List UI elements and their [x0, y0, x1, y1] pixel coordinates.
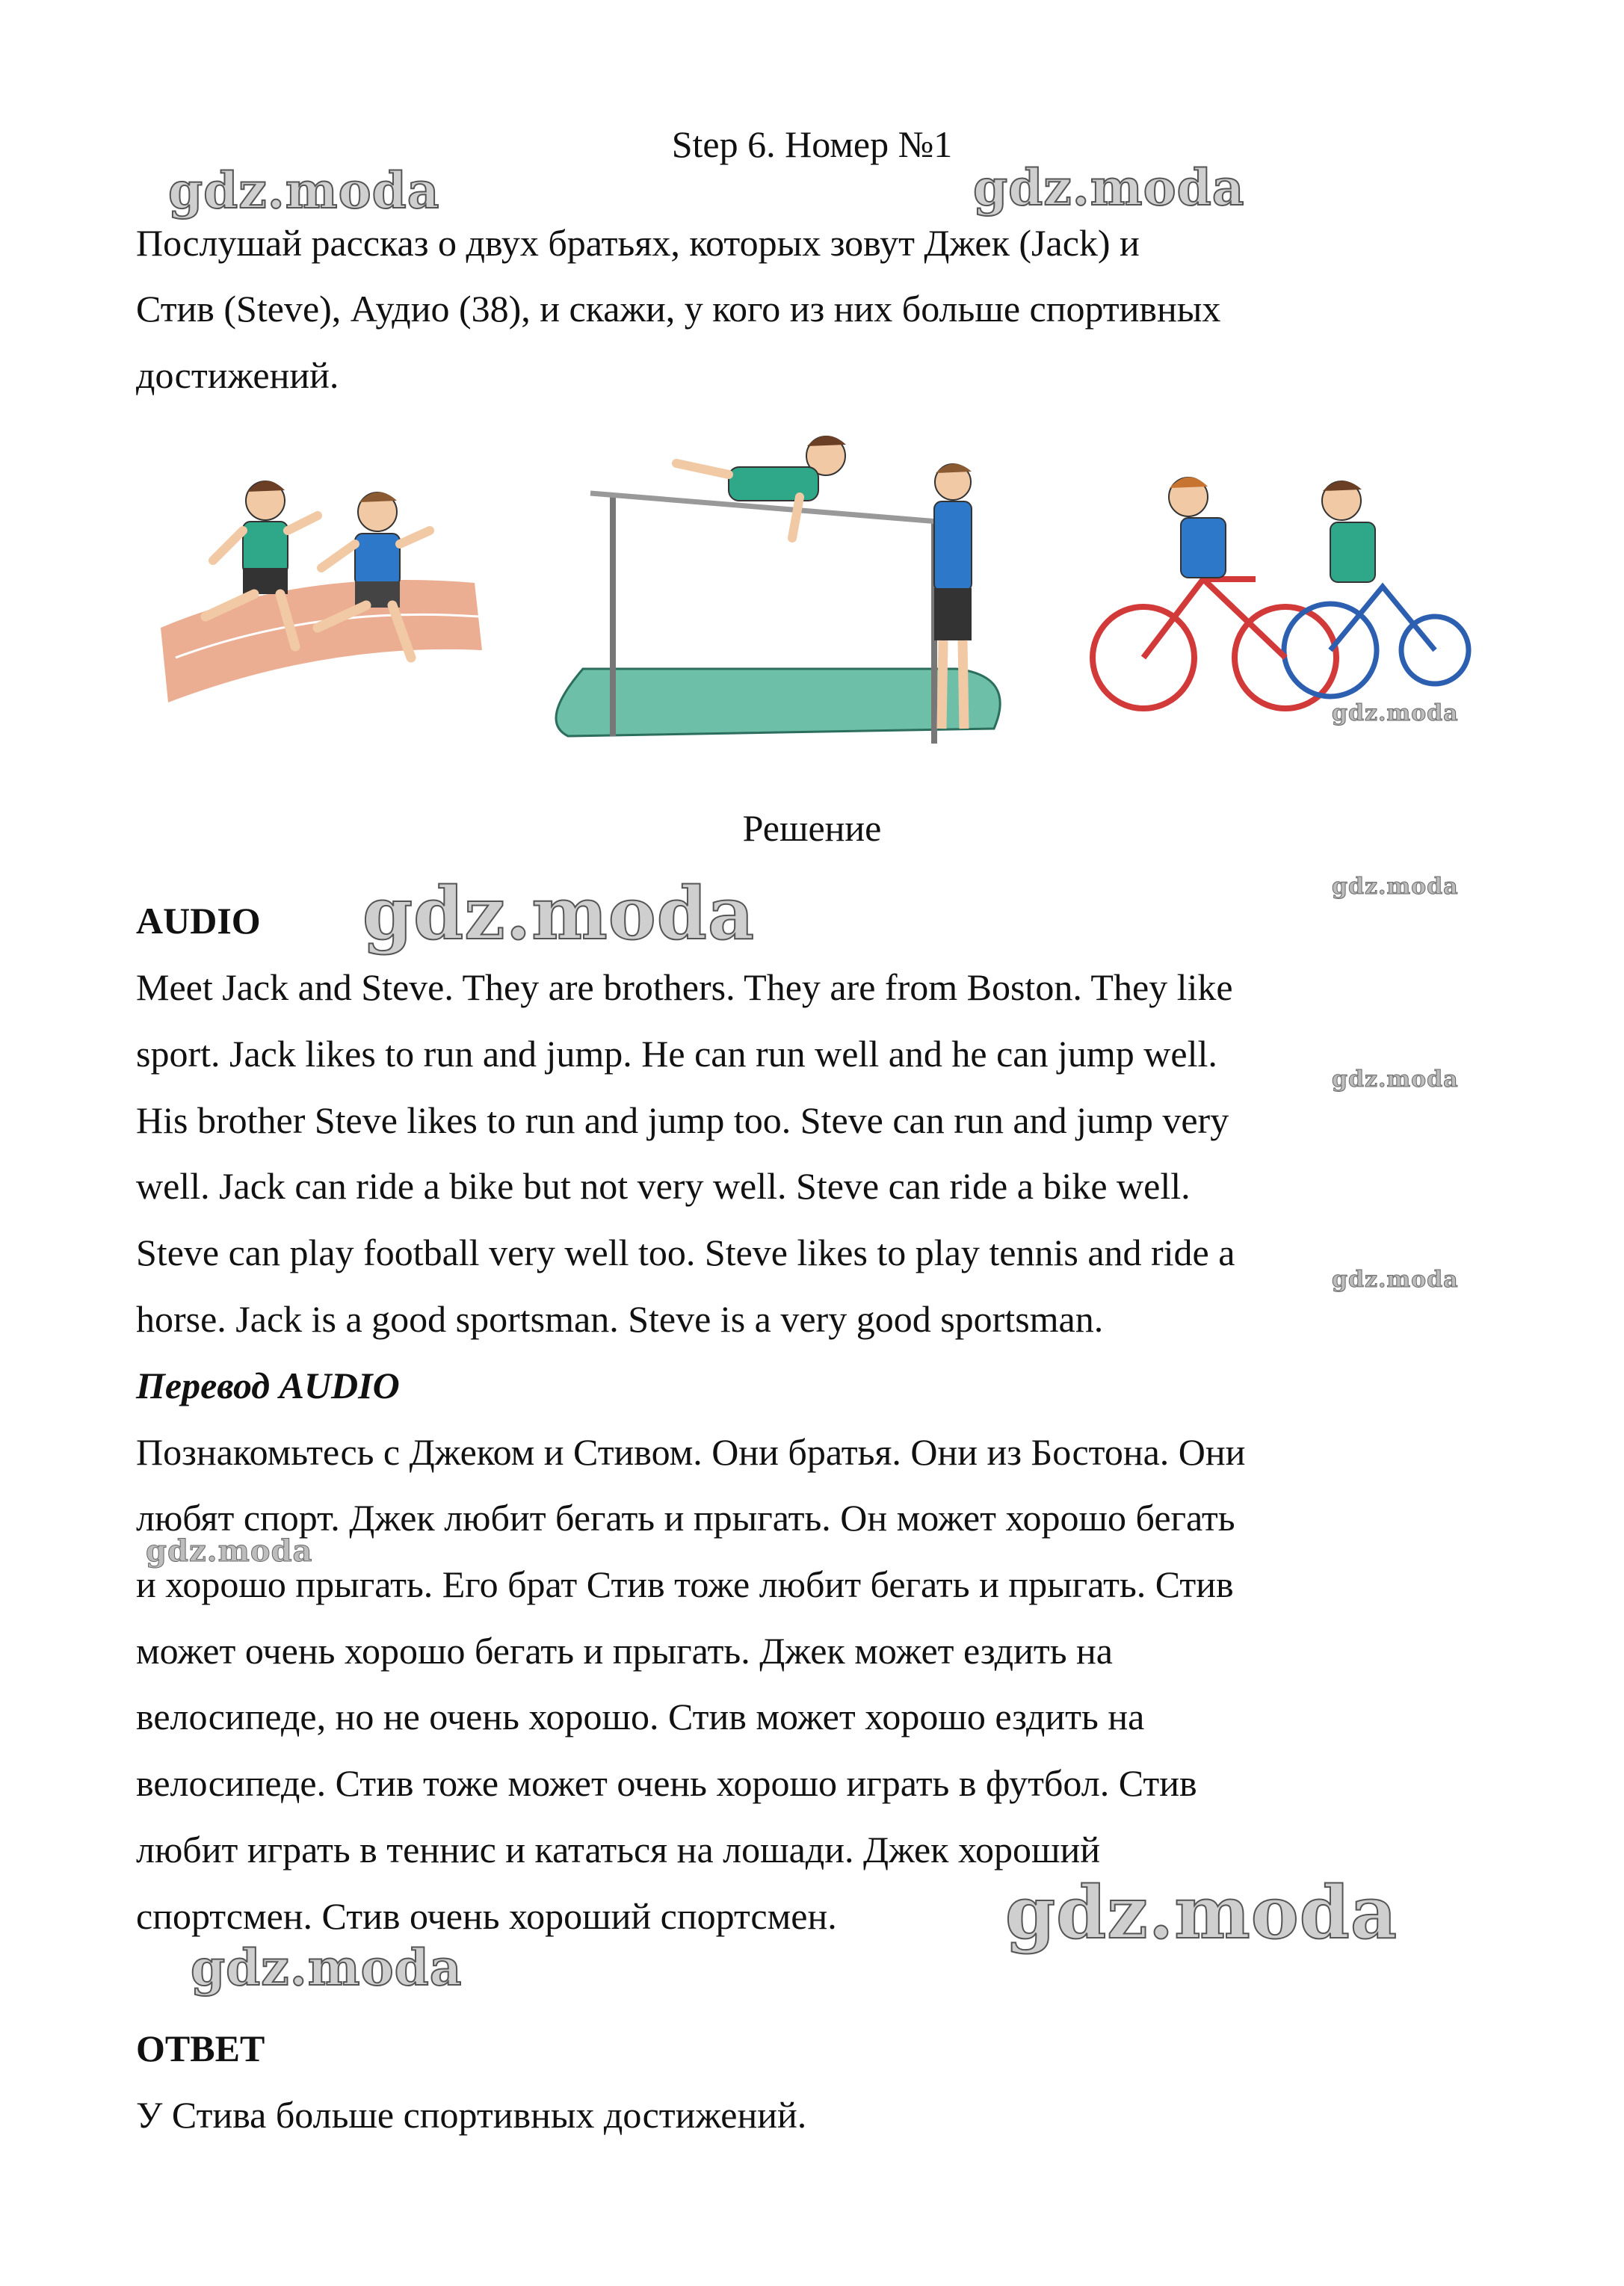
watermark: gdz.moda [1005, 1870, 1398, 1955]
watermark: gdz.moda [146, 1533, 313, 1569]
watermark: gdz.moda [191, 1939, 463, 1997]
audio-line: sport. Jack likes to run and jump. He can run well and he can jump well. [136, 1033, 1217, 1075]
audio-line: horse. Jack is a good sportsman. Steve is a very good sportsman. [136, 1298, 1104, 1340]
watermark: gdz.moda [168, 161, 440, 220]
page-title: Step 6. Номер №1 [671, 123, 953, 165]
audio-line: His brother Steve likes to run and jump too. Steve can run and jump very [136, 1099, 1229, 1141]
audio-heading: AUDIO [136, 900, 261, 942]
running-boys-illustration [153, 456, 497, 710]
task-line: Послушай рассказ о двух братьях, которых зовут Джек (Jack) и [136, 222, 1140, 264]
translation-line: любят спорт. Джек любит бегать и прыгать. Он может хорошо бегать [136, 1497, 1235, 1539]
translation-line: велосипеде, но не очень хорошо. Стив может хорошо ездить на [136, 1696, 1145, 1737]
task-line: Стив (Steve), Аудио (38), и скажи, у кого из них больше спортивных [136, 288, 1221, 330]
translation-heading: Перевод AUDIO [136, 1365, 400, 1406]
watermark: gdz.moda [1332, 874, 1459, 900]
watermark: gdz.moda [973, 158, 1245, 217]
watermark: gdz.moda [1332, 1267, 1459, 1293]
audio-line: well. Jack can ride a bike but not very well. Steve can ride a bike well. [136, 1165, 1191, 1207]
audio-line: Steve can play football very well too. Steve likes to play tennis and ride a [136, 1232, 1235, 1273]
translation-line: любит играть в теннис и кататься на лошади. Джек хороший [136, 1829, 1101, 1870]
watermark: gdz.moda [362, 871, 756, 956]
task-line: достижений. [136, 354, 339, 396]
audio-line: Meet Jack and Steve. They are brothers. They are from Boston. They like [136, 966, 1233, 1008]
watermark: gdz.moda [1332, 1066, 1459, 1093]
translation-line: Познакомьтесь с Джеком и Стивом. Они братья. Они из Бостона. Они [136, 1431, 1246, 1473]
answer-heading: ОТВЕТ [136, 2027, 265, 2069]
translation-line: может очень хорошо бегать и прыгать. Джек может ездить на [136, 1630, 1113, 1672]
riding-bikes-illustration [1084, 460, 1472, 717]
answer-text: У Стива больше спортивных достижений. [136, 2094, 807, 2136]
translation-line: спортсмен. Стив очень хороший спортсмен. [136, 1895, 837, 1937]
translation-line: и хорошо прыгать. Его брат Стив тоже любит бегать и прыгать. Стив [136, 1563, 1234, 1605]
watermark: gdz.moda [1332, 700, 1459, 726]
high-jump-illustration [538, 422, 1039, 766]
translation-line: велосипеде. Стив тоже может очень хорошо играть в футбол. Стив [136, 1762, 1197, 1804]
solution-label: Решение [742, 807, 882, 849]
